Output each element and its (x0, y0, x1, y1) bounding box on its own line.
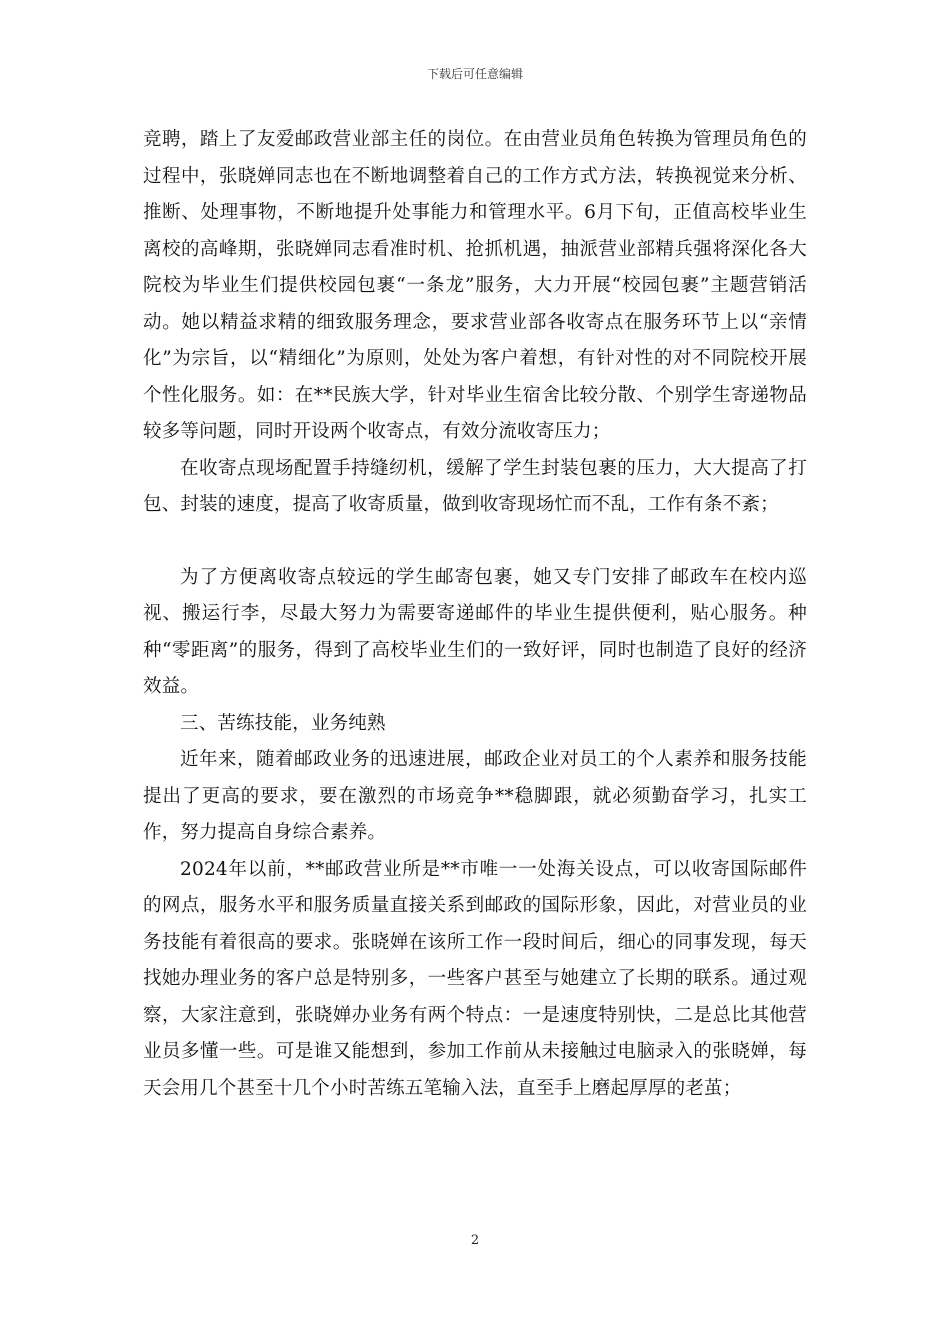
page-header: 下载后可任意编辑 (426, 67, 523, 81)
paragraph-continuation: 竞聘，踏上了友爱邮政营业部主任的岗位。在由营业员角色转换为管理员角色的过程中，张晓婵同志也在不断地调整着自己的工作方式方法，转换视觉来分析、推断、处理事物，不断地提升处事能力和管理水平。6月下旬，正值高校毕业生离校的高峰期，张晓婵同志看准时机、抢抓机遇，抽派营业部精兵强将深化各大院校为毕业生们提供校园包裹“一条龙”服务，大力开展“校园包裹”主题营销活动。她以精益求精的细致服务理念，要求营业部各收寄点在服务环节上以“亲情化”为宗旨，以“精细化”为原则，处处为客户着想，有针对性的对不同院校开展个性化服务。如：在**民族大学，针对毕业生宿舍比较分散、个别学生寄递物品较多等问题，同时开设两个收寄点，有效分流收寄压力； (143, 129, 807, 442)
blank-line (143, 524, 807, 560)
paragraph-recent-years: 近年来，随着邮政业务的迅速进展，邮政企业对员工的个人素养和服务技能提出了更高的要求，要在激烈的市场竞争**稳脚跟，就必须勤奋学习，扎实工作，努力提高自身综合素养。 (143, 749, 807, 843)
section-heading: 三、苦练技能，业务纯熟 (180, 712, 386, 734)
page-number: 2 (470, 1233, 480, 1248)
paragraph-customs-office: 2024年以前，**邮政营业所是**市唯一一处海关设点，可以收寄国际邮件的网点，服务水平和服务质量直接关系到邮政的国际形象，因此，对营业员的业务技能有着很高的要求。张晓婵在该所工作一段时间后，细心的同事发现，每天找她办理业务的客户总是特别多，一些客户甚至与她建立了长期的联系。通过观察，大家注意到，张晓婵办业务有两个特点：一是速度特别快，二是总比其他营业员多懂一些。可是谁又能想到，参加工作前从未接触过电脑录入的张晓婵，每天会用几个甚至十几个小时苦练五笔输入法，直至手上磨起厚厚的老茧； (143, 858, 807, 1099)
paragraph-sewing-machine: 在收寄点现场配置手持缝纫机，缓解了学生封装包裹的压力，大大提高了打包、封装的速度，提高了收寄质量，做到收寄现场忙而不乱，工作有条不紊； (143, 457, 807, 515)
paragraph-postal-vehicle: 为了方便离收寄点较远的学生邮寄包裹，她又专门安排了邮政车在校内巡视、搬运行李，尽最大努力为需要寄递邮件的毕业生提供便利，贴心服务。种种“零距离”的服务，得到了高校毕业生们的一致好评，同时也制造了良好的经济效益。 (143, 566, 807, 697)
document-body (143, 122, 807, 1107)
